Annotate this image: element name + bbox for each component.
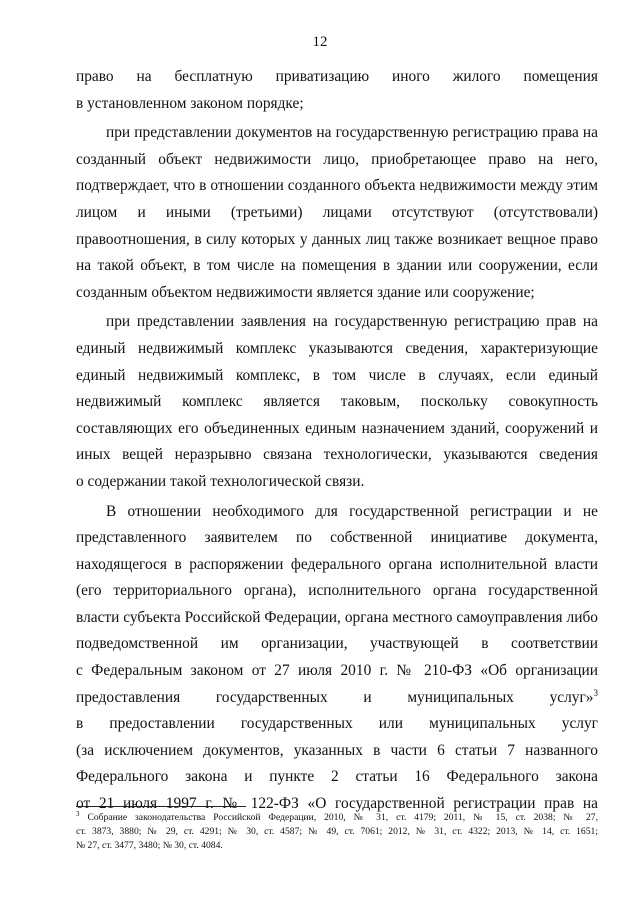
text-line: находящегося в распоряжении федерального органа исполнительной власти xyxy=(76,555,598,573)
footnote-line xyxy=(76,811,598,825)
footnote-line: № 27, ст. 3477, 3480; № 30, ст. 4084. xyxy=(76,840,223,851)
text-line: Федерального закона и пункте 2 статьи 16 Федерального закона xyxy=(76,768,598,786)
text-line: (его территориального органа), исполнительного органа государственной xyxy=(76,582,598,600)
footnote-marker: 3 xyxy=(76,809,80,818)
text-line: подведомственной им организации, участвующей в соответствии xyxy=(76,635,598,653)
text-line: представленного заявителем по собственной инициативе документа, xyxy=(76,529,598,547)
text-line: иных вещей неразрывно связана технологически, указываются сведения xyxy=(76,446,598,464)
body-text xyxy=(76,64,598,818)
text-line: составляющих его объединенных единым назначением зданий, сооружений и xyxy=(76,419,598,437)
text-line: созданный объект недвижимости лицо, приобретающее право на него, xyxy=(76,150,598,168)
text-line-content: предоставления государственных и муниципальных услуг» xyxy=(76,688,594,706)
page-number: 12 xyxy=(312,34,328,50)
text-line: правоотношения, в силу которых у данных лиц также возникает вещное право xyxy=(76,230,598,248)
footnote-line-text: Собрание законодательства Российской Федерации, 2010, № 31, ст. 4179; 2011, № 15, ст. 2038; № 27, xyxy=(87,812,599,823)
text-line: право на бесплатную приватизацию иного жилого помещения xyxy=(76,68,598,85)
text-line: о содержании такой технологической связи. xyxy=(76,472,365,490)
text-line: при представлении документов на государственную регистрацию права на xyxy=(106,124,598,142)
text-line: с Федеральным законом от 27 июля 2010 г. № 210-ФЗ «Об организации xyxy=(76,662,598,680)
paragraph-4 xyxy=(76,499,598,818)
footnote-reference: 3 xyxy=(593,687,598,698)
text-line: в установленном законом порядке; xyxy=(76,94,304,112)
paragraph-3 xyxy=(76,309,598,495)
text-line: подтверждает, что в отношении созданного объекта недвижимости между этим xyxy=(76,177,598,195)
text-line: В отношении необходимого для государственной регистрации и не xyxy=(106,502,598,520)
footnote-divider xyxy=(76,806,246,807)
paragraph-1 xyxy=(76,64,598,117)
text-line: на такой объект, в том числе на помещения в здании или сооружении, если xyxy=(76,257,598,275)
text-line: от 21 июля 1997 г. № 122-ФЗ «О государственной регистрации прав на xyxy=(76,795,598,813)
text-line: лицом и иными (третьими) лицами отсутствуют (отсутствовали) xyxy=(76,203,598,221)
footnote xyxy=(76,811,598,853)
text-line: власти субъекта Российской Федерации, органа местного самоуправления либо xyxy=(76,608,598,626)
text-line: в предоставлении государственных или муниципальных услуг xyxy=(76,715,598,733)
text-line: созданным объектом недвижимости является здание или сооружение; xyxy=(76,283,535,301)
text-line: единый недвижимый комплекс указываются сведения, характеризующие xyxy=(76,339,598,357)
footnote-line: ст. 3873, 3880; № 29, ст. 4291; № 30, ст. 4587; № 49, ст. 7061; 2012, № 31, ст. 4322; 2013, № 14, ст. 1651; xyxy=(76,826,598,837)
text-line: (за исключением документов, указанных в части 6 статьи 7 названного xyxy=(76,741,598,759)
text-line-with-footnote xyxy=(76,685,598,712)
text-line: при представлении заявления на государственную регистрацию прав на xyxy=(106,313,598,331)
paragraph-2 xyxy=(76,120,598,306)
text-line: недвижимый комплекс является таковым, поскольку совокупность xyxy=(76,393,598,411)
text-line: единый недвижимый комплекс, в том числе в случаях, если единый xyxy=(76,366,598,384)
